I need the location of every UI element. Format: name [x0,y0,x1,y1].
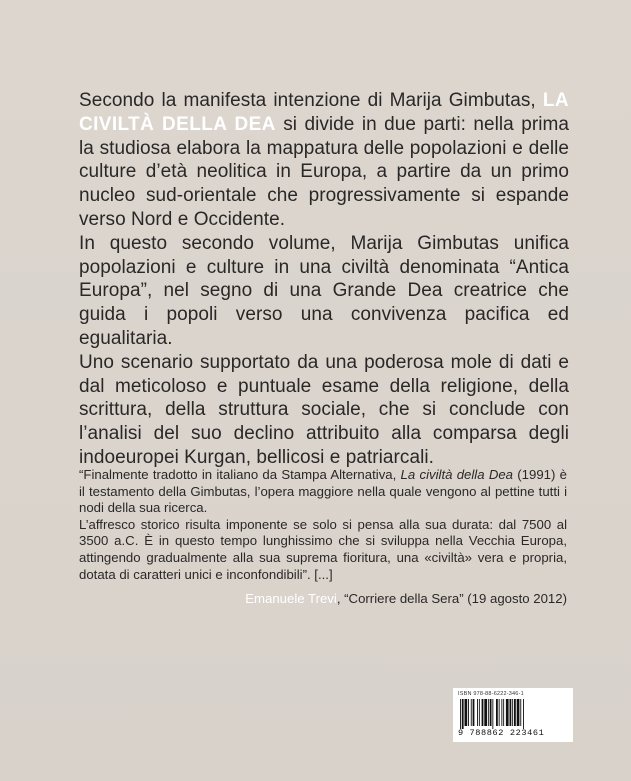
barcode-bars-icon [458,699,568,729]
book-title: LA CIVILTÀ DELLA DEA [79,90,569,135]
barcode [453,688,573,742]
quote-paragraph-2: L’affresco storico risulta imponente se solo si pensa alla sua durata: dal 7500 al 3500 a.C. È in questo tempo lunghissimo che si sviluppa nella Vecchia Europa, attingendo gradualmente alla sua suprema fioritura, una «civiltà» vera e propria, dotata di caratteri unici e inconfondibili”. [...] [79,516,567,582]
quote-source: , “Corriere della Sera” (19 agosto 2012) [336,591,567,606]
quote-paragraph-1 [79,467,567,517]
quote-author: Emanuele Trevi [245,591,337,606]
blurb-paragraph-1 [79,89,569,232]
quote-text: “Finalmente tradotto in italiano da Stampa Alternativa, [79,467,401,482]
quote-attribution [245,591,567,607]
blurb-intro: Secondo la manifesta intenzione di Marija Gimbutas, [79,90,543,111]
blurb-intro-rest: si divide in due parti: nella prima la studiosa elabora la mappatura delle popolazioni e delle culture d’età neolitica in Europa, a partire da un primo nucleo sud-orientale che progressivamente si espande verso Nord e Occidente. [79,113,569,230]
quoted-title: La civiltà della Dea [400,467,514,482]
blurb-paragraph-3: Uno scenario supportato da una poderosa mole di dati e dal meticoloso e puntuale esame della religione, della scrittura, della struttura sociale, che si conclude con l’analisi del suo declino attribuito alla comparsa degli indoeuropei Kurgan, bellicosi e patriarcali. [79,351,569,468]
blurb-paragraph-2: In questo secondo volume, Marija Gimbutas unifica popolazioni e culture in una civiltà denominata “Antica Europa”, nel segno di una Grande Dea creatrice che guida i popoli verso una convivenza pacifica ed egualitaria. [79,232,569,349]
isbn-digits: 9 788862 223461 [458,728,545,738]
isbn-label: ISBN 978-88-6222-346-1 [458,691,524,697]
review-quote [79,467,567,583]
blurb [79,89,569,470]
quote-text-rest: (1991) è il testamento della Gimbutas, l’opera maggiore nella quale vengono al pettine tutti i nodi della sua ricerca. [79,467,567,516]
